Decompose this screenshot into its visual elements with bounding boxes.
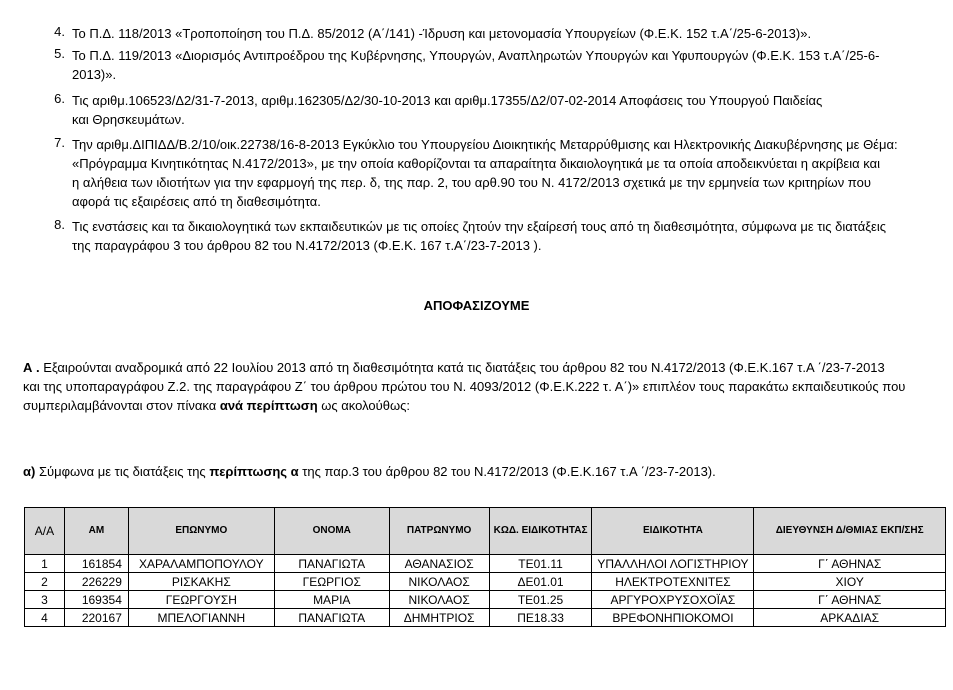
registry-number: 169354 <box>64 591 128 609</box>
surname: ΧΑΡΑΛΑΜΠΟΠΟΥΛΟΥ <box>128 555 274 573</box>
section-a-text-line: ως ακολούθως: <box>317 398 411 413</box>
first-name: ΜΑΡΙΑ <box>274 591 389 609</box>
col-header-am: ΑΜ <box>64 508 128 555</box>
sub-a-paragraph <box>23 462 945 481</box>
directorate: Γ΄ ΑΘΗΝΑΣ <box>754 555 946 573</box>
item-text-line: Τις αριθμ.106523/Δ2/31-7-2013, αριθμ.162305/Δ2/30-10-2013 και αριθμ.17355/Δ2/07-02-2014 Αποφάσεις του Υπουργού Παιδείας <box>72 93 823 108</box>
specialty: ΒΡΕΦΟΝΗΠΙΟΚΟΜΟΙ <box>592 609 754 627</box>
specialty: ΗΛΕΚΤΡΟΤΕΧΝΙΤΕΣ <box>592 573 754 591</box>
specialty-code: ΔΕ01.01 <box>489 573 592 591</box>
section-a-text-line: συμπεριλαμβάνονται στον πίνακα <box>23 398 220 413</box>
first-name: ΠΑΝΑΓΙΩΤΑ <box>274 555 389 573</box>
col-header-surname: ΕΠΩΝΥΜΟ <box>128 508 274 555</box>
item-text-line: η αλήθεια των ιδιοτήτων για την εφαρμογή της περ. δ, της παρ. 2, του αρθ.90 του Ν. 4172/2013 σχετικά με την ερμηνεία των κριτηρίων που <box>72 175 871 190</box>
directorate: Γ΄ ΑΘΗΝΑΣ <box>754 591 946 609</box>
row-index: 2 <box>25 573 65 591</box>
specialty: ΑΡΓΥΡΟΧΡΥΣΟΧΟΪΑΣ <box>592 591 754 609</box>
row-index: 4 <box>25 609 65 627</box>
item-text-line: Την αριθμ.ΔΙΠΙΔΔ/Β.2/10/οικ.22738/16-8-2013 Εγκύκλιο του Υπουργείου Διοικητικής Μεταρρύθμισης και Ηλεκτρονικής Διακυβέρνησης με Θέμα: <box>72 137 898 152</box>
col-header-name: ΟΝΟΜΑ <box>274 508 389 555</box>
item-text-line: 2013)». <box>72 67 117 82</box>
item-number: 6. <box>54 91 65 106</box>
registry-number: 226229 <box>64 573 128 591</box>
specialty-code: ΤΕ01.25 <box>489 591 592 609</box>
teachers-table <box>24 507 946 627</box>
father-name: ΑΘΑΝΑΣΙΟΣ <box>389 555 489 573</box>
col-header-directorate: ΔΙΕΥΘΥΝΣΗ Δ/ΘΜΙΑΣ ΕΚΠ/ΣΗΣ <box>754 508 946 555</box>
decision-heading: ΑΠΟΦΑΣΙΖΟΥΜΕ <box>423 298 530 313</box>
row-index: 1 <box>25 555 65 573</box>
item-text-line: αφορά τις εξαιρέσεις από τη διαθεσιμότητα. <box>72 194 321 209</box>
section-a-text-line: και της υποπαραγράφου Ζ.2. της παραγράφου Ζ΄ του άρθρου πρώτου του Ν. 4093/2012 (Φ.Ε.Κ.222 τ. Α΄)» επιπλέον τους παρακάτω εκπαιδευτικούς που <box>23 379 906 394</box>
item-number: 7. <box>54 135 65 150</box>
col-header-father-name: ΠΑΤΡΩΝΥΜΟ <box>389 508 489 555</box>
directorate: ΧΙΟΥ <box>754 573 946 591</box>
item-text-line: «Πρόγραμμα Κινητικότητας Ν.4172/2013», με την οποία καθορίζονται τα απαραίτητα δικαιολογητικά με τα οποία αποδεικνύεται η ακρίβεια και <box>72 156 880 171</box>
father-name: ΔΗΜΗΤΡΙΟΣ <box>389 609 489 627</box>
item-text-line: Το Π.Δ. 118/2013 «Τροποποίηση του Π.Δ. 85/2012 (Α΄/141) -Ίδρυση και μετονομασία Υπουργείων (Φ.Ε.Κ. 152 τ.Α΄/25-6-2013)». <box>72 26 812 41</box>
directorate: ΑΡΚΑΔΙΑΣ <box>754 609 946 627</box>
sub-a-text: Σύμφωνα με τις διατάξεις της <box>35 464 210 479</box>
section-a-emphasis: ανά περίπτωση <box>219 398 318 413</box>
col-header-specialty-code: ΚΩΔ. ΕΙΔΙΚΟΤΗΤΑΣ <box>489 508 592 555</box>
sub-a-label: α) <box>23 464 36 479</box>
section-a-label: Α . <box>23 360 40 375</box>
col-header-aa: Α/Α <box>25 508 65 555</box>
father-name: ΝΙΚΟΛΑΟΣ <box>389 591 489 609</box>
sub-a-emphasis: περίπτωσης α <box>209 464 299 479</box>
sub-a-text: της παρ.3 του άρθρου 82 του Ν.4172/2013 (Φ.Ε.Κ.167 τ.Α ΄/23-7-2013). <box>298 464 716 479</box>
table-row <box>25 591 946 609</box>
surname: ΓΕΩΡΓΟΥΣΗ <box>128 591 274 609</box>
specialty-code: ΤΕ01.11 <box>489 555 592 573</box>
registry-number: 220167 <box>64 609 128 627</box>
surname: ΡΙΣΚΑΚΗΣ <box>128 573 274 591</box>
section-a-paragraph <box>23 358 945 415</box>
table-row <box>25 573 946 591</box>
item-text-line: και Θρησκευμάτων. <box>72 112 185 127</box>
table-row <box>25 609 946 627</box>
item-number: 5. <box>54 46 65 61</box>
item-number: 8. <box>54 217 65 232</box>
section-a-text-line: Εξαιρούνται αναδρομικά από 22 Ιουλίου 2013 από τη διαθεσιμότητα κατά τις διατάξεις του άρθρου 82 του Ν.4172/2013 (Φ.Ε.Κ.167 τ.Α ΄/23-7-2013 <box>39 360 885 375</box>
col-header-specialty: ΕΙΔΙΚΟΤΗΤΑ <box>592 508 754 555</box>
item-number: 4. <box>54 24 65 39</box>
father-name: ΝΙΚΟΛΑΟΣ <box>389 573 489 591</box>
surname: ΜΠΕΛΟΓΙΑΝΝΗ <box>128 609 274 627</box>
registry-number: 161854 <box>64 555 128 573</box>
item-text-line: Το Π.Δ. 119/2013 «Διορισμός Αντιπροέδρου της Κυβέρνησης, Υπουργών, Αναπληρωτών Υπουργών και Υφυπουργών (Φ.Ε.Κ. 153 τ.Α΄/25-6- <box>72 48 880 63</box>
row-index: 3 <box>25 591 65 609</box>
first-name: ΠΑΝΑΓΙΩΤΑ <box>274 609 389 627</box>
specialty: ΥΠΑΛΛΗΛΟΙ ΛΟΓΙΣΤΗΡΙΟΥ <box>592 555 754 573</box>
table-row <box>25 555 946 573</box>
specialty-code: ΠΕ18.33 <box>489 609 592 627</box>
item-text-line: Τις ενστάσεις και τα δικαιολογητικά των εκπαιδευτικών με τις οποίες ζητούν την εξαίρεσή τους από τη διαθεσιμότητα, σύμφωνα με τις διατάξεις <box>72 219 886 234</box>
table-header-row <box>25 508 946 555</box>
first-name: ΓΕΩΡΓΙΟΣ <box>274 573 389 591</box>
item-text-line: της παραγράφου 3 του άρθρου 82 του Ν.4172/2013 (Φ.Ε.Κ. 167 τ.Α΄/23-7-2013 ). <box>72 238 542 253</box>
